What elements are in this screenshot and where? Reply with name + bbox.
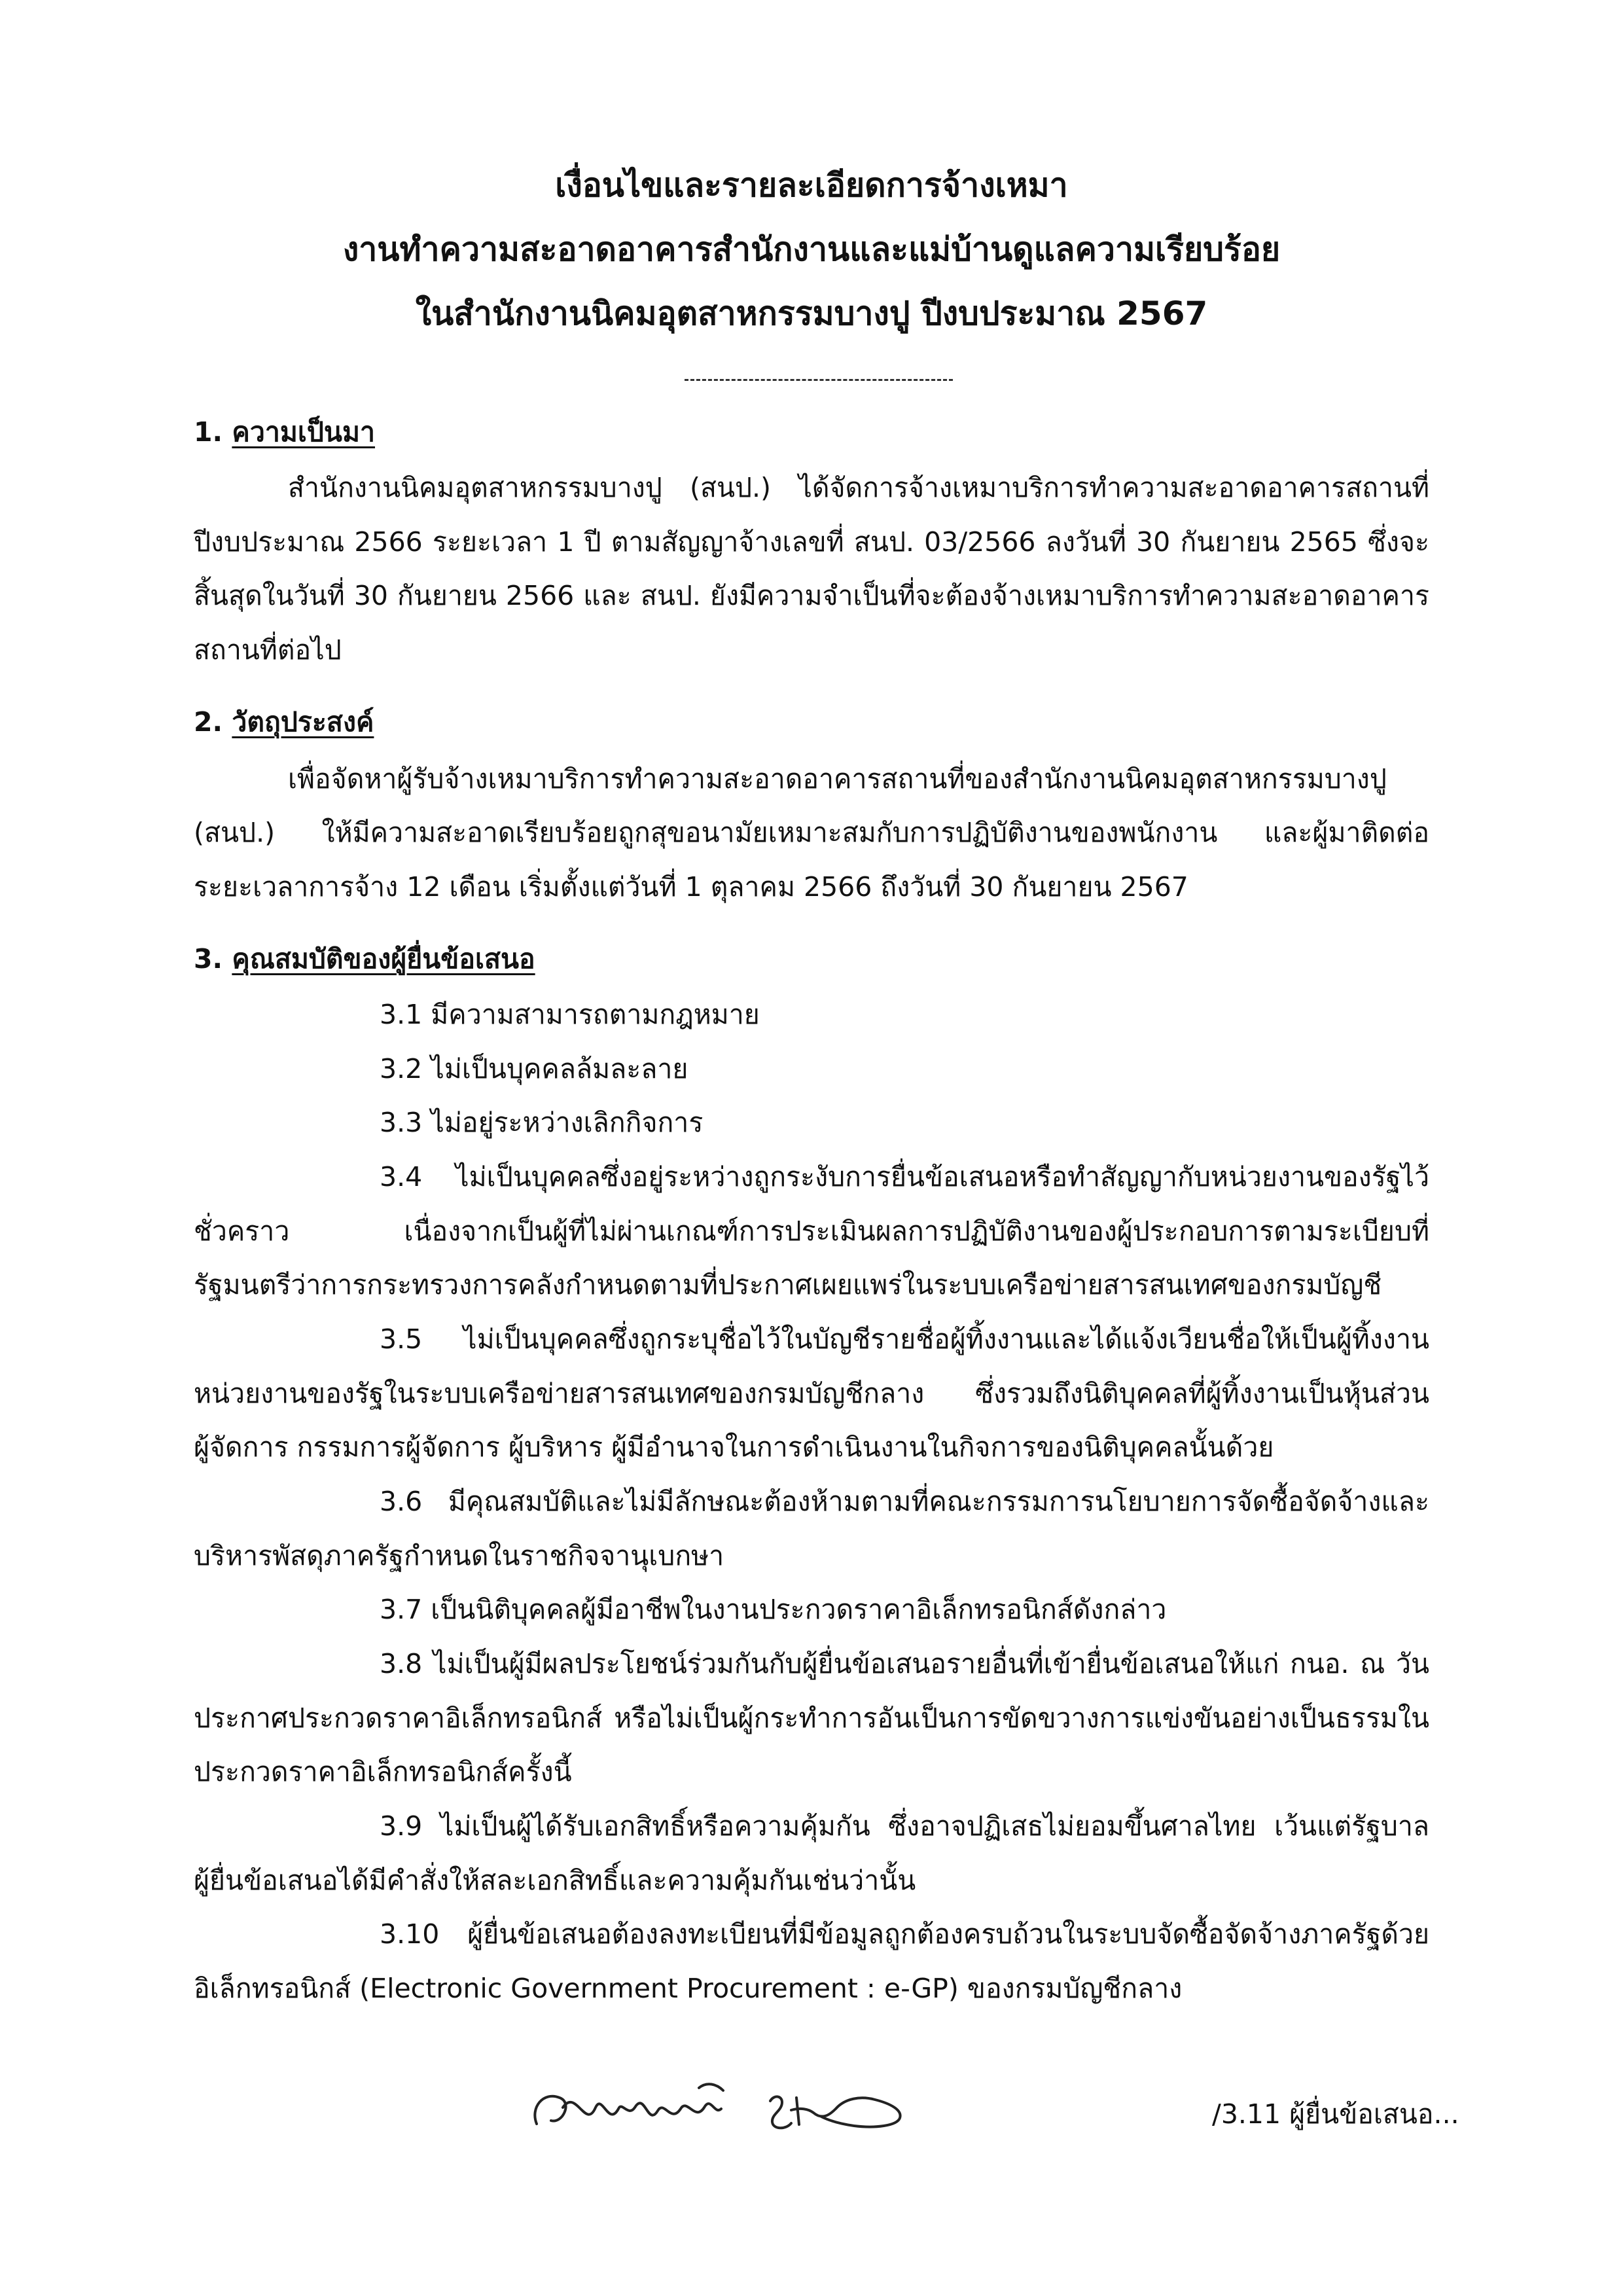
section-number: 3. — [194, 943, 223, 975]
section-2-heading — [194, 702, 374, 742]
list-item: 3.10 ผู้ยื่นข้อเสนอต้องลงทะเบียนที่มีข้อมูลถูกต้องครบถ้วนในระบบจัดซื้อจัดจ้างภาครัฐด้วย — [380, 1918, 1429, 1950]
section-title: ความเป็นมา — [232, 416, 376, 448]
paragraph-line: สำนักงานนิคมอุตสาหกรรมบางปู (สนป.) ได้จัดการจ้างเหมาบริการทำความสะอาดอาคารสถานที่ — [288, 472, 1429, 503]
list-item: 3.3 ไม่อยู่ระหว่างเลิกกิจการ — [380, 1107, 704, 1138]
list-item: 3.2 ไม่เป็นบุคคลล้มละลาย — [380, 1053, 688, 1085]
list-item-continuation: หน่วยงานของรัฐในระบบเครือข่ายสารสนเทศของกรมบัญชีกลาง ซึ่งรวมถึงนิติบุคคลที่ผู้ทิ้งงานเป็นหุ้นส่วน — [194, 1378, 1429, 1409]
paragraph-line: สถานที่ต่อไป — [194, 634, 342, 666]
section-3-heading — [194, 939, 535, 978]
list-item-continuation: อิเล็กทรอนิกส์ (Electronic Government Procurement : e-GP) ของกรมบัญชีกลาง — [194, 1973, 1183, 2004]
continuation-note: /3.11 ผู้ยื่นข้อเสนอ... — [1212, 2098, 1459, 2130]
paragraph-line: สิ้นสุดในวันที่ 30 กันยายน 2566 และ สนป. ยังมีความจำเป็นที่จะต้องจ้างเหมาบริการทำความสะอาดอาคาร — [194, 580, 1429, 611]
list-item: 3.6 มีคุณสมบัติและไม่มีลักษณะต้องห้ามตามที่คณะกรรมการนโยบายการจัดซื้อจัดจ้างและ — [380, 1486, 1429, 1517]
document-title: เงื่อนไขและรายละเอียดการจ้างเหมา — [555, 166, 1068, 204]
section-title: วัตถุประสงค์ — [232, 706, 374, 738]
list-item-continuation: บริหารพัสดุภาครัฐกำหนดในราชกิจจานุเบกษา — [194, 1540, 724, 1571]
list-item: 3.1 มีความสามารถตามกฎหมาย — [380, 999, 760, 1030]
list-item: 3.4 ไม่เป็นบุคคลซึ่งอยู่ระหว่างถูกระงับการยื่นข้อเสนอหรือทำสัญญากับหน่วยงานของรัฐไว้ — [380, 1161, 1429, 1193]
list-item: 3.9 ไม่เป็นผู้ได้รับเอกสิทธิ์หรือความคุ้มกัน ซึ่งอาจปฏิเสธไม่ยอมขึ้นศาลไทย เว้นแต่รัฐบาล — [380, 1810, 1429, 1842]
document-subtitle: งานทำความสะอาดอาคารสำนักงานและแม่บ้านดูแลความเรียบร้อย — [342, 230, 1281, 268]
list-item-continuation: ชั่วคราว เนื่องจากเป็นผู้ที่ไม่ผ่านเกณฑ์การประเมินผลการปฏิบัติงานของผู้ประกอบการตามระเบียบที่ — [194, 1215, 1429, 1247]
paragraph-line: ปีงบประมาณ 2566 ระยะเวลา 1 ปี ตามสัญญาจ้างเลขที่ สนป. 03/2566 ลงวันที่ 30 กันยายน 2565 ซึ่งจะ — [194, 526, 1429, 558]
list-item-continuation: รัฐมนตรีว่าการกระทรวงการคลังกำหนดตามที่ประกาศเผยแพร่ในระบบเครือข่ายสารสนเทศของกรมบัญชี — [194, 1269, 1382, 1300]
section-number: 1. — [194, 416, 223, 448]
paragraph-line: เพื่อจัดหาผู้รับจ้างเหมาบริการทำความสะอาดอาคารสถานที่ของสำนักงานนิคมอุตสาหกรรมบางปู — [288, 763, 1387, 795]
signature-1 — [524, 2062, 746, 2153]
title-divider — [685, 379, 953, 381]
section-1-heading — [194, 412, 375, 452]
list-item-continuation: ผู้จัดการ กรรมการผู้จัดการ ผู้บริหาร ผู้มีอำนาจในการดำเนินงานในกิจการของนิติบุคคลนั้นด้วย — [194, 1431, 1274, 1463]
section-number: 2. — [194, 706, 223, 738]
paragraph-line: ระยะเวลาการจ้าง 12 เดือน เริ่มตั้งแต่วันที่ 1 ตุลาคม 2566 ถึงวันที่ 30 กันยายน 2567 — [194, 871, 1188, 903]
list-item-continuation: ผู้ยื่นข้อเสนอได้มีคำสั่งให้สละเอกสิทธิ์และความคุ้มกันเช่นว่านั้น — [194, 1865, 916, 1896]
list-item: 3.7 เป็นนิติบุคคลผู้มีอาชีพในงานประกวดราคาอิเล็กทรอนิกส์ดังกล่าว — [380, 1594, 1167, 1625]
signature-2 — [762, 2062, 919, 2153]
list-item-continuation: ประกาศประกวดราคาอิเล็กทรอนิกส์ หรือไม่เป็นผู้กระทำการอันเป็นการขัดขวางการแข่งขันอย่างเป็นธรรมใน — [194, 1702, 1429, 1734]
list-item: 3.8 ไม่เป็นผู้มีผลประโยชน์ร่วมกันกับผู้ยื่นข้อเสนอรายอื่นที่เข้ายื่นข้อเสนอให้แก่ กนอ. ณ วัน — [380, 1648, 1429, 1679]
paragraph-line: (สนป.) ให้มีความสะอาดเรียบร้อยถูกสุขอนามัยเหมาะสมกับการปฏิบัติงานของพนักงาน และผู้มาติดต่อ — [194, 817, 1429, 848]
section-title: คุณสมบัติของผู้ยื่นข้อเสนอ — [232, 943, 535, 975]
document-subtitle-2: ในสำนักงานนิคมอุตสาหกรรมบางปู ปีงบประมาณ 2567 — [415, 295, 1208, 332]
list-item-continuation: ประกวดราคาอิเล็กทรอนิกส์ครั้งนี้ — [194, 1756, 572, 1787]
list-item: 3.5 ไม่เป็นบุคคลซึ่งถูกระบุชื่อไว้ในบัญชีรายชื่อผู้ทิ้งงานและได้แจ้งเวียนชื่อให้เป็นผู้ทิ้งงาน — [380, 1323, 1429, 1355]
